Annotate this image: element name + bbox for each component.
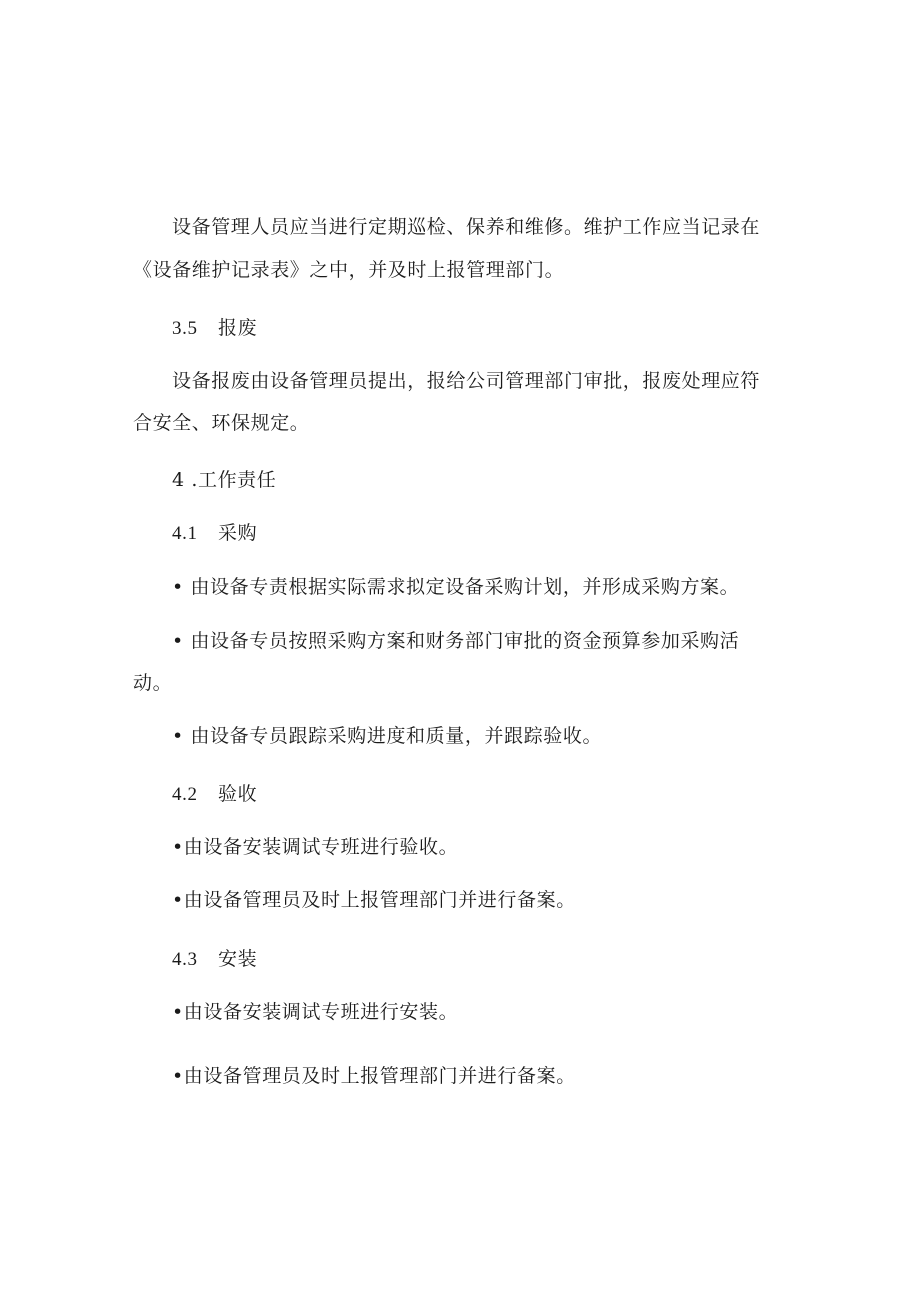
section-title: 安装	[218, 948, 258, 970]
purchase-bullet-2-line-2: 动。	[133, 672, 173, 694]
section-4-2-heading	[172, 782, 257, 807]
purchase-bullet-3: • 由设备专员跟踪采购进度和质量，并跟踪验收。	[172, 725, 603, 747]
maintenance-paragraph-line-2: 《设备维护记录表》之中，并及时上报管理部门。	[133, 259, 565, 281]
acceptance-bullet-1: •由设备安装调试专班进行验收。	[172, 836, 459, 858]
install-bullet-2: •由设备管理员及时上报管理部门并进行备案。	[172, 1065, 576, 1087]
section-number: 3.5	[172, 318, 198, 339]
section-4-3-heading	[172, 947, 257, 972]
section-title: 采购	[218, 522, 258, 544]
purchase-bullet-2-line-1: • 由设备专员按照采购方案和财务部门审批的资金预算参加采购活	[172, 630, 740, 652]
section-title: 报废	[218, 317, 258, 339]
section-number: 4.1	[172, 523, 198, 544]
section-title: 验收	[218, 783, 258, 805]
section-number: 4.3	[172, 949, 198, 970]
scrap-paragraph-line-2: 合安全、环保规定。	[133, 412, 310, 434]
scrap-paragraph-line-1: 设备报废由设备管理员提出，报给公司管理部门审批，报废处理应符	[172, 370, 761, 392]
purchase-bullet-1: • 由设备专责根据实际需求拟定设备采购计划，并形成采购方案。	[172, 576, 740, 598]
section-4-heading: 4 .工作责任	[172, 469, 277, 491]
acceptance-bullet-2: •由设备管理员及时上报管理部门并进行备案。	[172, 889, 576, 911]
section-number: 4.2	[172, 784, 198, 805]
maintenance-paragraph-line-1: 设备管理人员应当进行定期巡检、保养和维修。维护工作应当记录在	[172, 216, 761, 238]
install-bullet-1: •由设备安装调试专班进行安装。	[172, 1001, 459, 1023]
section-4-1-heading	[172, 521, 257, 546]
section-3-5-heading	[172, 316, 257, 341]
